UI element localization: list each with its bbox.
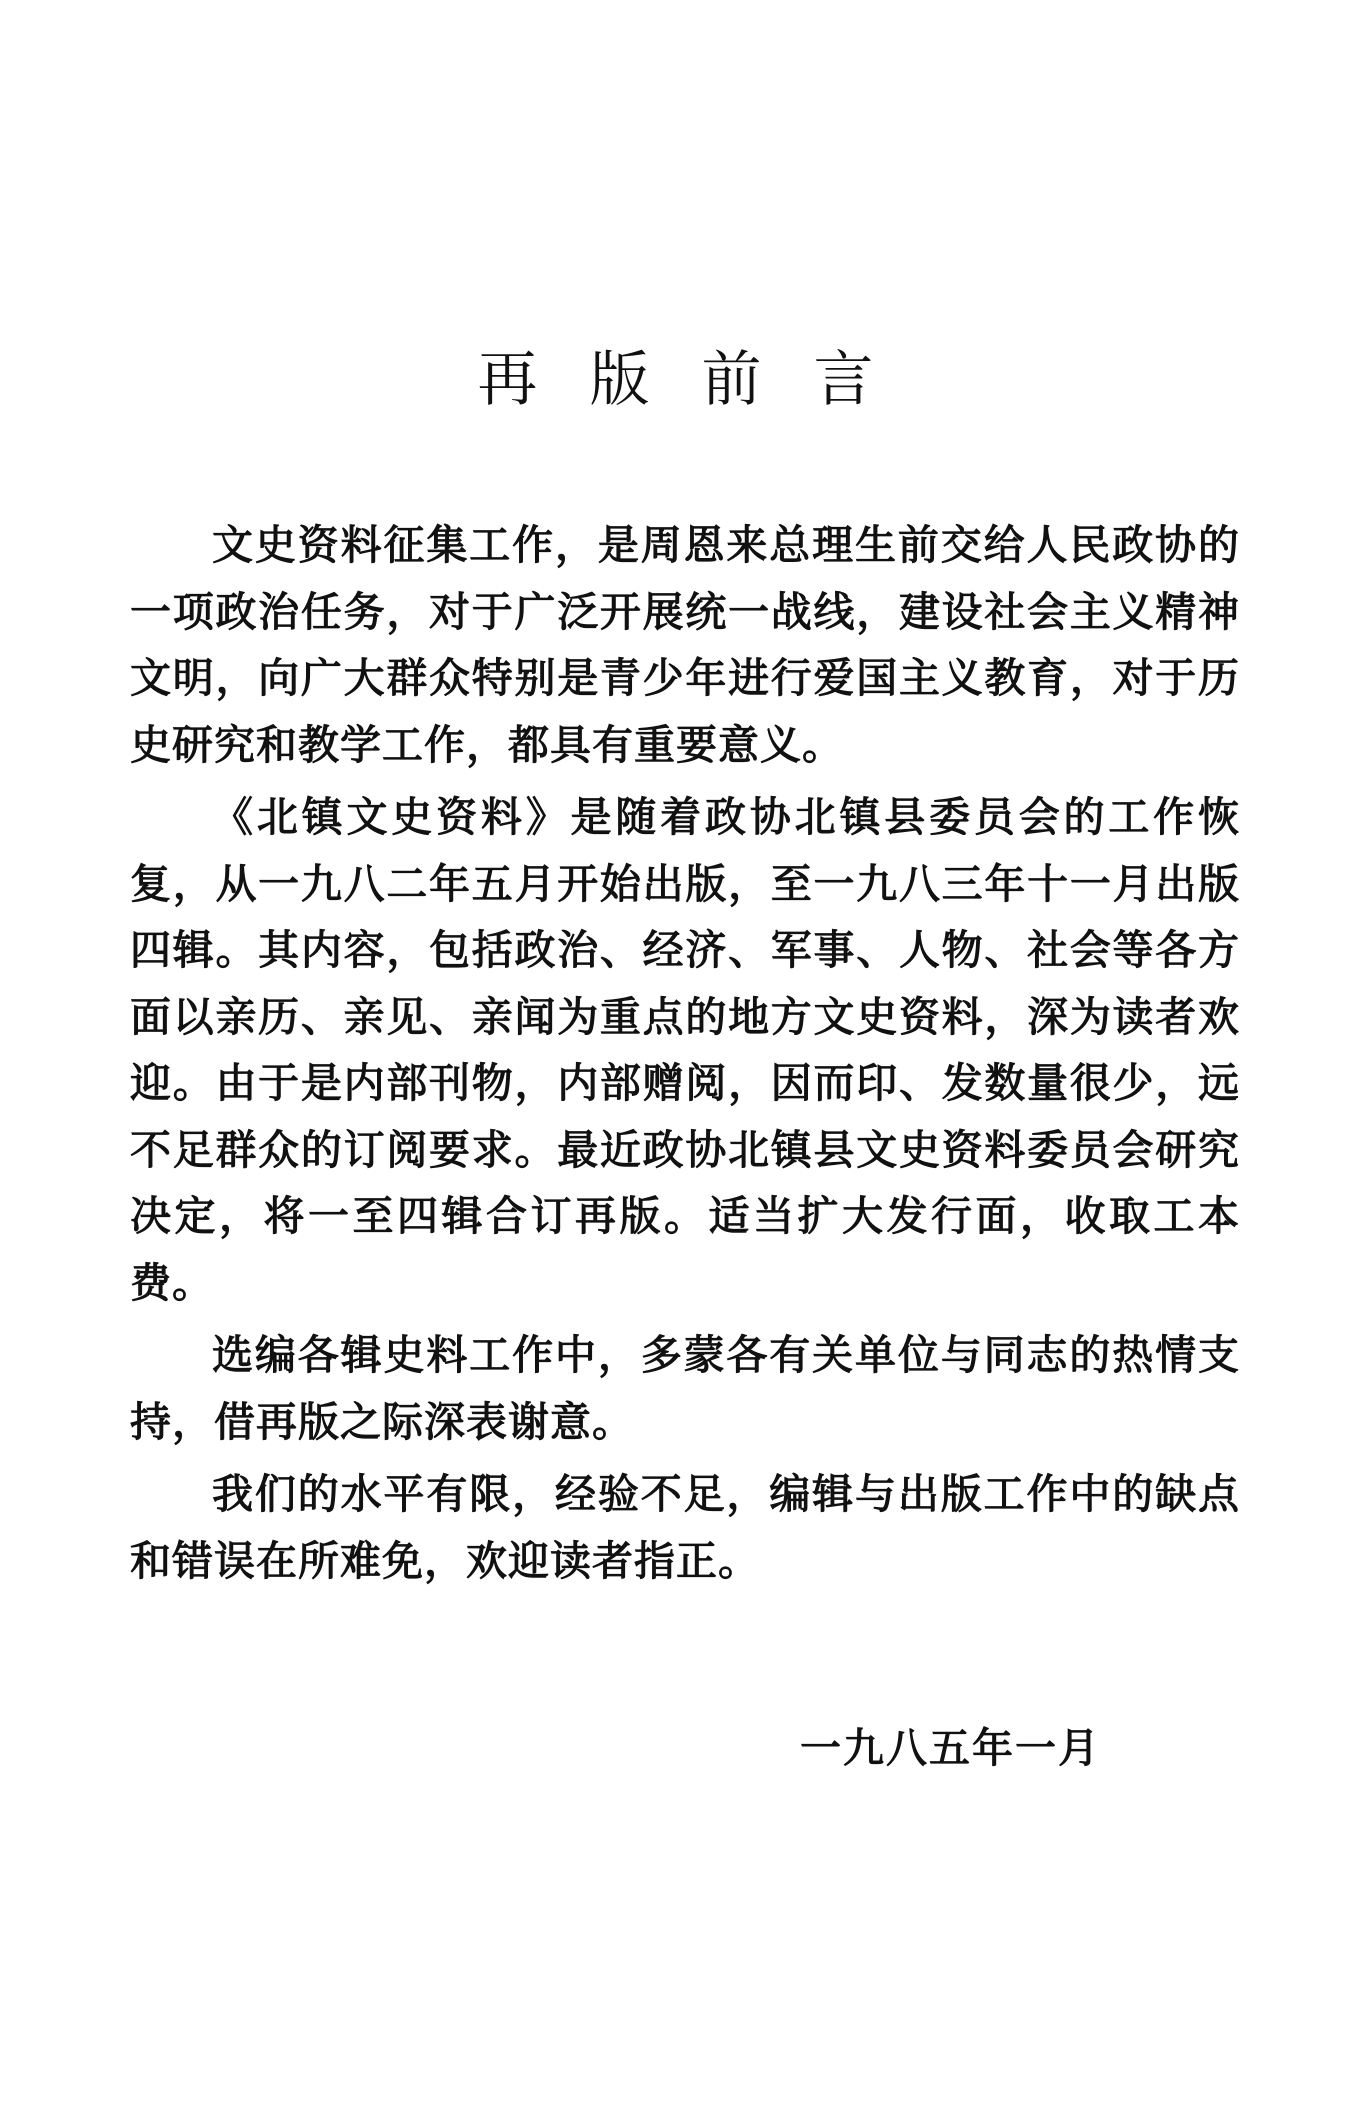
signature-date: 一九八五年一月 [800,1724,1101,1772]
page-title: 再版前言 [477,345,926,415]
paragraph-4: 我们的水平有限，经验不足，编辑与出版工作中的缺点和错误在所难免，欢迎读者指正。 [130,1470,1240,1585]
paragraph-1: 文史资料征集工作，是周恩来总理生前交给人民政协的一项政治任务，对于广泛开展统一战线，建设社会主义精神文明，向广大群众特别是青少年进行爱国主义教育，对于历史研究和教学工作，都具有重要意义。 [130,521,1240,769]
paragraph-3: 选编各辑史料工作中，多蒙各有关单位与同志的热情支持，借再版之际深表谢意。 [130,1331,1240,1446]
preface-body [130,512,1240,1600]
paragraph-2: 《北镇文史资料》是随着政协北镇县委员会的工作恢复，从一九八二年五月开始出版，至一九八三年十一月出版四辑。其内容，包括政治、经济、军事、人物、社会等各方面以亲历、亲见、亲闻为重点的地方文史资料，深为读者欢迎。由于是内部刊物，内部赠阅，因而印、发数量很少，远不足群众的订阅要求。最近政协北镇县文史资料委员会研究决定，将一至四辑合订再版。适当扩大发行面，收取工本费。 [130,793,1240,1307]
